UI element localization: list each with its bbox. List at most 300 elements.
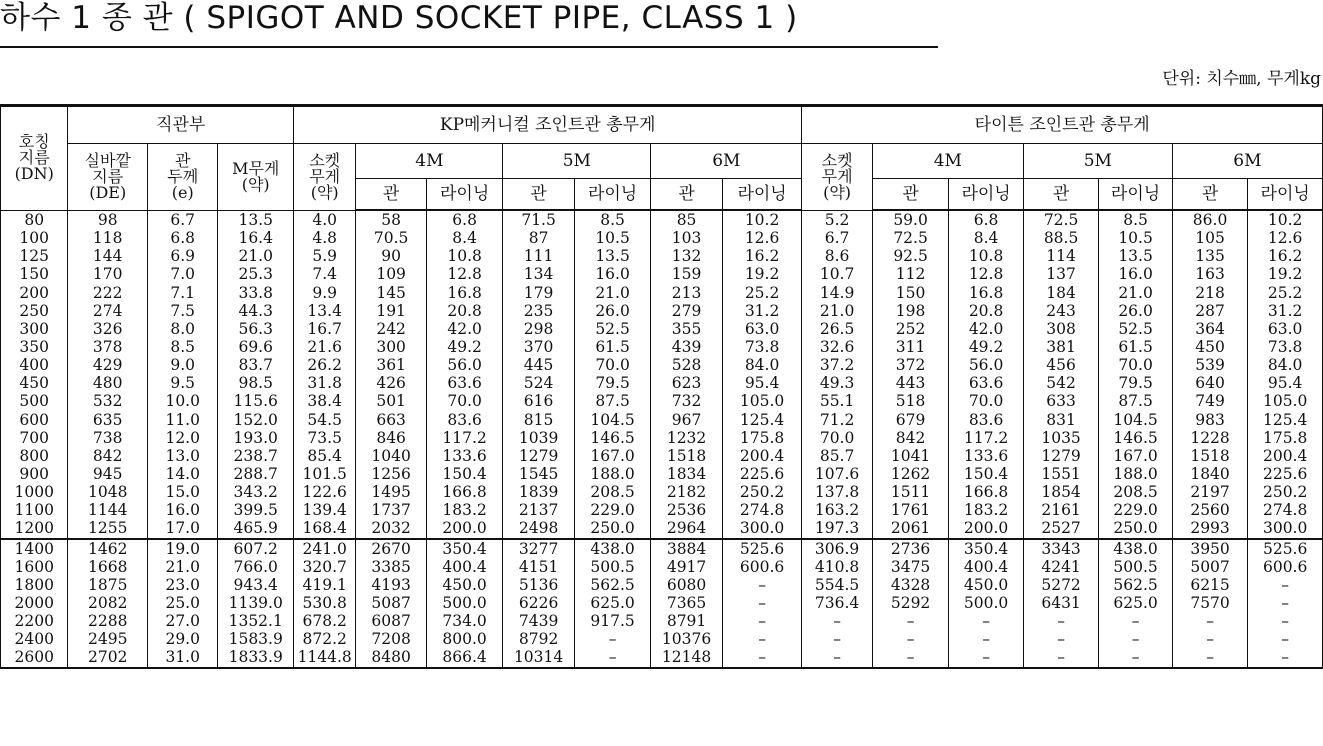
table-cell: 663	[356, 411, 426, 429]
table-cell: 6.9	[147, 247, 217, 265]
table-cell: 274.8	[722, 501, 802, 519]
table-row	[1, 229, 1323, 247]
table-cell: 73.5	[293, 429, 355, 447]
table-cell: –	[949, 630, 1024, 648]
table-cell: 7208	[356, 630, 426, 648]
table-cell: 150	[1, 265, 68, 283]
table-cell: 326	[68, 320, 148, 338]
table-cell: 736.4	[802, 594, 872, 612]
table-cell: 1839	[503, 483, 574, 501]
table-cell: 7439	[503, 612, 574, 630]
table-cell: 2137	[503, 501, 574, 519]
table-cell: 21.0	[574, 284, 651, 302]
header-outer-diameter: 실바깥 지름 (DE)	[68, 144, 148, 211]
table-cell: 945	[68, 465, 148, 483]
table-cell: 846	[356, 429, 426, 447]
table-row	[1, 320, 1323, 338]
table-row	[1, 539, 1323, 558]
table-cell: 2197	[1172, 483, 1248, 501]
header-tyton-4m: 4M	[872, 144, 1023, 179]
header-tyton-socket-weight: 소켓 무게 (약)	[802, 144, 872, 211]
table-cell: 111	[503, 247, 574, 265]
table-cell: 732	[651, 392, 722, 410]
header-tyton-joint: 타이튼 조인트관 총무게	[802, 106, 1323, 144]
table-cell: 13.5	[218, 210, 294, 229]
table-cell: 10.2	[1248, 210, 1323, 229]
table-cell: 288.7	[218, 465, 294, 483]
table-cell: 69.6	[218, 338, 294, 356]
table-cell: 500.5	[1099, 558, 1172, 576]
table-cell: 450.0	[949, 576, 1024, 594]
table-cell: 1462	[68, 539, 148, 558]
table-cell: 90	[356, 247, 426, 265]
table-cell: 70.0	[949, 392, 1024, 410]
table-cell: 1668	[68, 558, 148, 576]
table-cell: 343.2	[218, 483, 294, 501]
table-cell: 378	[68, 338, 148, 356]
table-cell: 800	[1, 447, 68, 465]
table-cell: 139.4	[293, 501, 355, 519]
header-tyton-6m-lining: 라이닝	[1248, 179, 1323, 211]
table-cell: 2993	[1172, 519, 1248, 538]
table-cell: 200.4	[722, 447, 802, 465]
table-cell: 1048	[68, 483, 148, 501]
table-cell: 8480	[356, 648, 426, 667]
table-cell: 943.4	[218, 576, 294, 594]
table-cell: 13.5	[1099, 247, 1172, 265]
table-cell: 85	[651, 210, 722, 229]
table-cell: 1255	[68, 519, 148, 538]
header-tyton-5m-lining: 라이닝	[1099, 179, 1172, 211]
table-cell: 150.4	[949, 465, 1024, 483]
table-cell: 5.2	[802, 210, 872, 229]
table-cell: 419.1	[293, 576, 355, 594]
table-cell: 1761	[872, 501, 949, 519]
table-cell: 200.0	[949, 519, 1024, 538]
table-cell: –	[722, 594, 802, 612]
table-cell: 95.4	[1248, 374, 1323, 392]
table-cell: –	[1172, 630, 1248, 648]
table-cell: 107.6	[802, 465, 872, 483]
table-cell: –	[802, 648, 872, 667]
table-cell: 33.8	[218, 284, 294, 302]
table-row	[1, 648, 1323, 667]
table-cell: 133.6	[426, 447, 503, 465]
table-cell: 105	[1172, 229, 1248, 247]
table-cell: 1518	[651, 447, 722, 465]
table-cell: 308	[1023, 320, 1099, 338]
header-kp-5m-lining: 라이닝	[574, 179, 651, 211]
table-cell: 4193	[356, 576, 426, 594]
table-cell: 122.6	[293, 483, 355, 501]
table-row	[1, 392, 1323, 410]
table-cell: 241.0	[293, 539, 355, 558]
table-cell: 70.5	[356, 229, 426, 247]
table-cell: 6.8	[426, 210, 503, 229]
table-cell: 429	[68, 356, 148, 374]
table-cell: 1228	[1172, 429, 1248, 447]
table-cell: 19.2	[722, 265, 802, 283]
table-cell: 399.5	[218, 501, 294, 519]
table-cell: 87	[503, 229, 574, 247]
table-cell: 87.5	[1099, 392, 1172, 410]
table-cell: 13.5	[574, 247, 651, 265]
table-cell: 16.4	[218, 229, 294, 247]
table-row	[1, 558, 1323, 576]
table-cell: 800.0	[426, 630, 503, 648]
table-cell: 184	[1023, 284, 1099, 302]
table-cell: 125	[1, 247, 68, 265]
header-kp-6m-lining: 라이닝	[722, 179, 802, 211]
table-cell: 355	[651, 320, 722, 338]
table-cell: 524	[503, 374, 574, 392]
table-cell: 103	[651, 229, 722, 247]
table-cell: 678.2	[293, 612, 355, 630]
table-cell: –	[1099, 648, 1172, 667]
table-cell: 10314	[503, 648, 574, 667]
table-cell: 183.2	[426, 501, 503, 519]
table-cell: 16.8	[949, 284, 1024, 302]
table-cell: 8.4	[949, 229, 1024, 247]
table-cell: 1035	[1023, 429, 1099, 447]
table-cell: 193.0	[218, 429, 294, 447]
table-cell: 967	[651, 411, 722, 429]
table-cell: 56.0	[949, 356, 1024, 374]
table-cell: 16.2	[722, 247, 802, 265]
table-cell: 200.0	[426, 519, 503, 538]
table-row	[1, 594, 1323, 612]
table-cell: 501	[356, 392, 426, 410]
table-cell: 1834	[651, 465, 722, 483]
table-cell: 1800	[1, 576, 68, 594]
table-cell: 27.0	[147, 612, 217, 630]
table-cell: 73.8	[722, 338, 802, 356]
header-kp-4m-pipe: 관	[356, 179, 426, 211]
table-cell: 21.0	[1099, 284, 1172, 302]
table-cell: 25.2	[722, 284, 802, 302]
table-cell: 6087	[356, 612, 426, 630]
table-cell: 134	[503, 265, 574, 283]
table-cell: 2082	[68, 594, 148, 612]
table-cell: 52.5	[1099, 320, 1172, 338]
table-cell: 222	[68, 284, 148, 302]
table-cell: 146.5	[1099, 429, 1172, 447]
table-cell: 16.0	[147, 501, 217, 519]
table-cell: –	[1248, 594, 1323, 612]
table-cell: 525.6	[1248, 539, 1323, 558]
table-cell: 500.5	[574, 558, 651, 576]
table-cell: 8.5	[1099, 210, 1172, 229]
table-cell: 1040	[356, 447, 426, 465]
table-cell: 616	[503, 392, 574, 410]
table-cell: 20.8	[426, 302, 503, 320]
table-cell: 37.2	[802, 356, 872, 374]
table-cell: 6.7	[147, 210, 217, 229]
table-cell: 528	[651, 356, 722, 374]
table-row	[1, 356, 1323, 374]
table-cell: 2536	[651, 501, 722, 519]
table-cell: 2498	[503, 519, 574, 538]
table-cell: 159	[651, 265, 722, 283]
table-cell: 1144.8	[293, 648, 355, 667]
table-cell: 426	[356, 374, 426, 392]
table-cell: 197.3	[802, 519, 872, 538]
table-cell: 56.0	[426, 356, 503, 374]
table-cell: 872.2	[293, 630, 355, 648]
table-cell: 104.5	[1099, 411, 1172, 429]
table-cell: –	[722, 648, 802, 667]
header-kp-4m-lining: 라이닝	[426, 179, 503, 211]
header-m-weight: M무게 (약)	[218, 144, 294, 211]
table-cell: 679	[872, 411, 949, 429]
table-cell: 79.5	[574, 374, 651, 392]
table-cell: 1495	[356, 483, 426, 501]
table-cell: 9.5	[147, 374, 217, 392]
table-cell: 49.3	[802, 374, 872, 392]
table-cell: 12.6	[722, 229, 802, 247]
table-cell: 7570	[1172, 594, 1248, 612]
table-cell: 320.7	[293, 558, 355, 576]
table-cell: 10.5	[574, 229, 651, 247]
table-cell: 31.0	[147, 648, 217, 667]
table-cell: 61.5	[574, 338, 651, 356]
table-cell: 83.7	[218, 356, 294, 374]
header-thickness: 관 두께 (e)	[147, 144, 217, 211]
table-cell: 150.4	[426, 465, 503, 483]
table-cell: –	[574, 630, 651, 648]
table-cell: 842	[872, 429, 949, 447]
table-row	[1, 210, 1323, 229]
table-cell: 144	[68, 247, 148, 265]
header-kp-5m: 5M	[503, 144, 651, 179]
table-cell: 16.2	[1248, 247, 1323, 265]
table-cell: 1100	[1, 501, 68, 519]
table-cell: 25.0	[147, 594, 217, 612]
table-cell: 1000	[1, 483, 68, 501]
table-cell: 450	[1, 374, 68, 392]
table-cell: 6080	[651, 576, 722, 594]
table-cell: 72.5	[872, 229, 949, 247]
table-cell: 866.4	[426, 648, 503, 667]
table-cell: 1737	[356, 501, 426, 519]
table-cell: –	[872, 648, 949, 667]
table-cell: 38.4	[293, 392, 355, 410]
table-cell: 1144	[68, 501, 148, 519]
table-cell: 7.0	[147, 265, 217, 283]
table-cell: –	[802, 630, 872, 648]
table-cell: 1200	[1, 519, 68, 538]
table-cell: 306.9	[802, 539, 872, 558]
table-cell: 55.1	[802, 392, 872, 410]
table-cell: 8.6	[802, 247, 872, 265]
table-cell: 298	[503, 320, 574, 338]
table-cell: 79.5	[1099, 374, 1172, 392]
table-cell: –	[574, 648, 651, 667]
table-cell: 917.5	[574, 612, 651, 630]
table-cell: 842	[68, 447, 148, 465]
table-cell: 1840	[1172, 465, 1248, 483]
table-cell: 112	[872, 265, 949, 283]
table-cell: 600.6	[722, 558, 802, 576]
table-cell: 2182	[651, 483, 722, 501]
table-cell: 14.0	[147, 465, 217, 483]
table-cell: 300	[1, 320, 68, 338]
table-cell: 300	[356, 338, 426, 356]
table-row	[1, 265, 1323, 283]
header-tyton-5m-pipe: 관	[1023, 179, 1099, 211]
header-kp-6m-pipe: 관	[651, 179, 722, 211]
table-cell: 23.0	[147, 576, 217, 594]
header-kp-4m: 4M	[356, 144, 503, 179]
table-cell: 63.0	[1248, 320, 1323, 338]
table-cell: 5.9	[293, 247, 355, 265]
table-cell: 500.0	[949, 594, 1024, 612]
table-cell: 13.4	[293, 302, 355, 320]
table-cell: 4151	[503, 558, 574, 576]
table-cell: 229.0	[574, 501, 651, 519]
table-cell: –	[722, 612, 802, 630]
table-cell: 625.0	[574, 594, 651, 612]
table-cell: 84.0	[1248, 356, 1323, 374]
table-row	[1, 411, 1323, 429]
table-cell: 12.6	[1248, 229, 1323, 247]
table-cell: 3950	[1172, 539, 1248, 558]
table-cell: 250.2	[722, 483, 802, 501]
table-cell: 279	[651, 302, 722, 320]
table-cell: 166.8	[949, 483, 1024, 501]
table-cell: 364	[1172, 320, 1248, 338]
table-cell: 92.5	[872, 247, 949, 265]
table-cell: 2964	[651, 519, 722, 538]
table-cell: 49.2	[949, 338, 1024, 356]
table-cell: 19.2	[1248, 265, 1323, 283]
table-cell: 625.0	[1099, 594, 1172, 612]
table-cell: 188.0	[574, 465, 651, 483]
table-cell: 518	[872, 392, 949, 410]
table-cell: 150	[872, 284, 949, 302]
table-row	[1, 483, 1323, 501]
table-cell: 350.4	[426, 539, 503, 558]
table-cell: 10.0	[147, 392, 217, 410]
table-cell: 6.7	[802, 229, 872, 247]
table-cell: 2032	[356, 519, 426, 538]
table-cell: 500	[1, 392, 68, 410]
table-cell: 554.5	[802, 576, 872, 594]
table-cell: 525.6	[722, 539, 802, 558]
table-cell: 250	[1, 302, 68, 320]
table-cell: 372	[872, 356, 949, 374]
table-cell: 2600	[1, 648, 68, 667]
table-cell: 117.2	[949, 429, 1024, 447]
table-cell: 5007	[1172, 558, 1248, 576]
table-cell: –	[802, 612, 872, 630]
table-row	[1, 501, 1323, 519]
table-cell: 1518	[1172, 447, 1248, 465]
table-cell: 4328	[872, 576, 949, 594]
table-cell: 70.0	[1099, 356, 1172, 374]
table-cell: 287	[1172, 302, 1248, 320]
table-cell: 900	[1, 465, 68, 483]
table-cell: 10.5	[1099, 229, 1172, 247]
table-cell: 439	[651, 338, 722, 356]
table-cell: 152.0	[218, 411, 294, 429]
table-cell: 4.0	[293, 210, 355, 229]
table-cell: 13.0	[147, 447, 217, 465]
table-cell: 250.0	[1099, 519, 1172, 538]
table-cell: 2495	[68, 630, 148, 648]
table-cell: 175.8	[1248, 429, 1323, 447]
table-cell: 8.4	[426, 229, 503, 247]
table-cell: 225.6	[1248, 465, 1323, 483]
table-cell: 56.3	[218, 320, 294, 338]
table-cell: 16.0	[1099, 265, 1172, 283]
table-cell: 500.0	[426, 594, 503, 612]
table-cell: 983	[1172, 411, 1248, 429]
table-cell: 101.5	[293, 465, 355, 483]
table-cell: –	[1248, 648, 1323, 667]
table-cell: 132	[651, 247, 722, 265]
table-cell: 3343	[1023, 539, 1099, 558]
table-cell: 61.5	[1099, 338, 1172, 356]
table-cell: 105.0	[722, 392, 802, 410]
table-cell: 532	[68, 392, 148, 410]
header-tyton-5m: 5M	[1023, 144, 1172, 179]
table-cell: 480	[68, 374, 148, 392]
table-cell: 6431	[1023, 594, 1099, 612]
table-cell: 32.6	[802, 338, 872, 356]
table-cell: 225.6	[722, 465, 802, 483]
table-cell: 200	[1, 284, 68, 302]
pipe-spec-table	[0, 104, 1323, 669]
table-cell: 12.0	[147, 429, 217, 447]
table-cell: 15.0	[147, 483, 217, 501]
table-cell: 623	[651, 374, 722, 392]
table-body	[1, 210, 1323, 668]
table-cell: 12148	[651, 648, 722, 667]
table-cell: 831	[1023, 411, 1099, 429]
table-row	[1, 247, 1323, 265]
table-cell: 7365	[651, 594, 722, 612]
table-row	[1, 429, 1323, 447]
header-nominal-diameter: 호칭 지름 (DN)	[1, 106, 68, 211]
table-cell: 12.8	[426, 265, 503, 283]
table-cell: 16.8	[426, 284, 503, 302]
table-cell: 26.0	[1099, 302, 1172, 320]
table-cell: 117.2	[426, 429, 503, 447]
header-straight-pipe: 직관부	[68, 106, 294, 144]
table-cell: 607.2	[218, 539, 294, 558]
table-cell: 2288	[68, 612, 148, 630]
table-cell: 600	[1, 411, 68, 429]
table-cell: 170	[68, 265, 148, 283]
table-cell: 8.0	[147, 320, 217, 338]
header-tyton-4m-lining: 라이닝	[949, 179, 1024, 211]
table-cell: 242	[356, 320, 426, 338]
table-cell: 350	[1, 338, 68, 356]
header-tyton-6m-pipe: 관	[1172, 179, 1248, 211]
table-cell: 4241	[1023, 558, 1099, 576]
table-cell: 167.0	[574, 447, 651, 465]
table-cell: 6.8	[949, 210, 1024, 229]
table-cell: 29.0	[147, 630, 217, 648]
table-cell: 1041	[872, 447, 949, 465]
table-cell: 4917	[651, 558, 722, 576]
table-cell: –	[872, 630, 949, 648]
table-cell: 17.0	[147, 519, 217, 538]
table-row	[1, 338, 1323, 356]
table-cell: 44.3	[218, 302, 294, 320]
table-row	[1, 374, 1323, 392]
